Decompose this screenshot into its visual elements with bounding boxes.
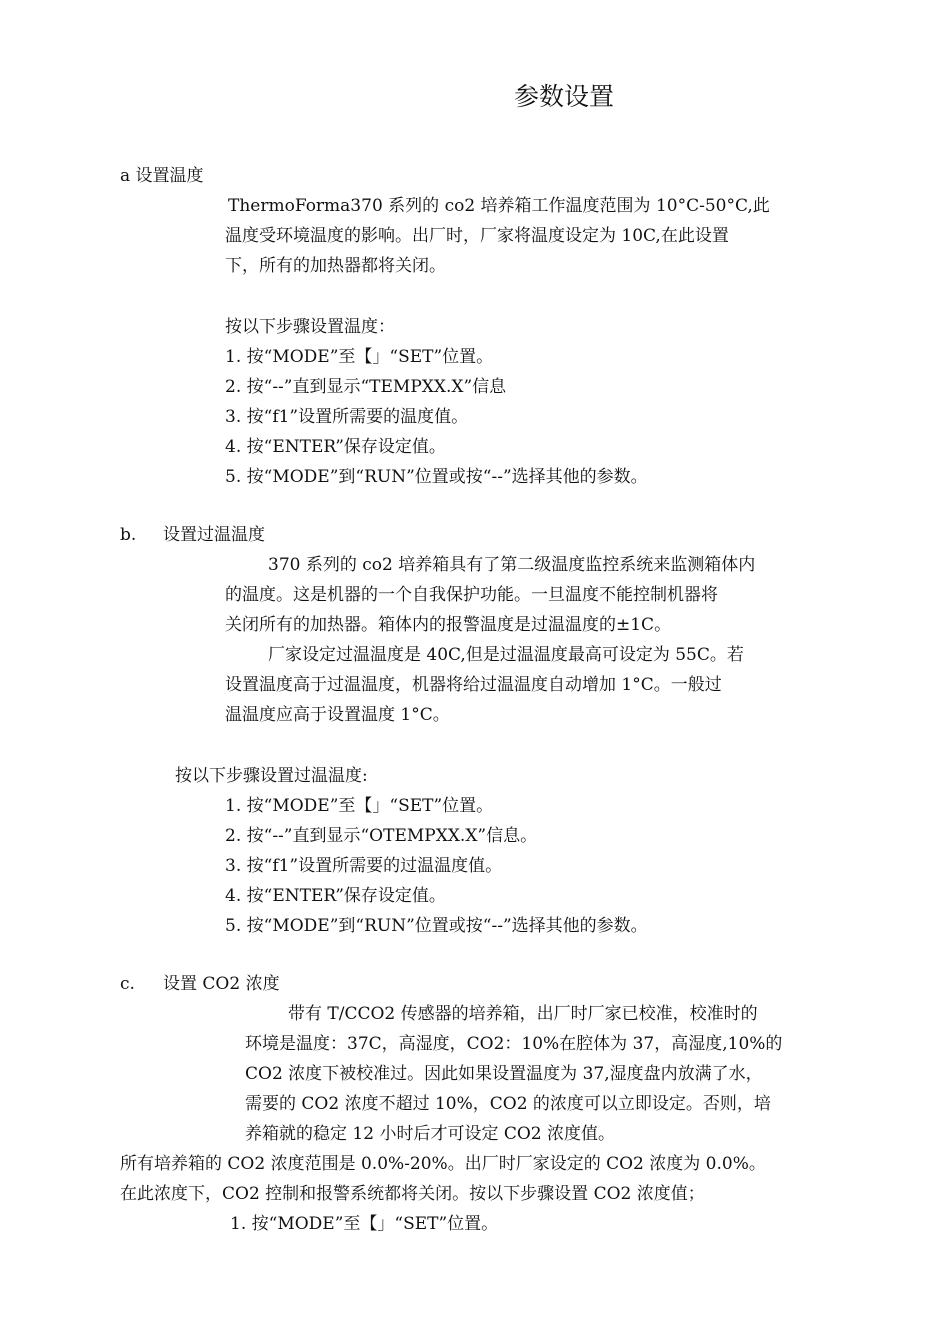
section-b-step: 2. 按“--”直到显示“OTEMPXX.X”信息。 [225,826,538,846]
section-c-full-line: 在此浓度下，CO2 控制和报警系统都将关闭。按以下步骤设置 CO2 浓度值； [120,1184,705,1204]
section-c-para-line: 带有 T/CCO2 传感器的培养箱，出厂时厂家已校准，校准时的 [288,1004,758,1024]
section-c-para-line: 养箱就的稳定 12 小时后才可设定 CO2 浓度值。 [245,1124,616,1144]
section-b-para-line: 关闭所有的加热器。箱体内的报警温度是过温温度的±1C。 [225,615,672,635]
section-c-para-line: 需要的 CO2 浓度不超过 10%，CO2 的浓度可以立即设定。否则，培 [245,1094,771,1114]
section-b-heading: 设置过温温度 [163,525,265,545]
section-a-step: 3. 按“f1”设置所需要的温度值。 [225,407,469,427]
section-b-step: 1. 按“MODE”至【」“SET”位置。 [225,796,494,816]
section-b-para-line: 的温度。这是机器的一个自我保护功能。一旦温度不能控制机器将 [225,585,718,605]
section-a-step: 2. 按“--”直到显示“TEMPXX.X”信息 [225,377,507,397]
section-a-steps-intro: 按以下步骤设置温度： [225,317,395,337]
section-b-step: 3. 按“f1”设置所需要的过温温度值。 [225,856,503,876]
section-c-para-line: CO2 浓度下被校准过。因此如果设置温度为 37,湿度盘内放满了水， [245,1064,763,1084]
section-c-para-line: 环境是温度：37C，高湿度，CO2：10%在腔体为 37，高湿度,10%的 [245,1034,783,1054]
section-b-para-line: 设置温度高于过温温度，机器将给过温温度自动增加 1°C。一般过 [225,675,722,695]
section-c-full-line: 所有培养箱的 CO2 浓度范围是 0.0%-20%。出厂时厂家设定的 CO2 浓度为 0.0%。 [120,1154,766,1174]
section-a-para-line: 下，所有的加热器都将关闭。 [225,256,446,276]
section-b-steps-intro: 按以下步骤设置过温温度: [175,766,368,786]
section-b-step: 4. 按“ENTER”保存设定值。 [225,886,446,906]
section-a-step: 5. 按“MODE”到“RUN”位置或按“--”选择其他的参数。 [225,467,648,487]
section-b-label: b. [120,525,137,545]
section-a-step: 4. 按“ENTER”保存设定值。 [225,437,446,457]
section-a-para-line: ThermoForma370 系列的 co2 培养箱工作温度范围为 10°C-50°C,此 [228,196,770,216]
section-b-para-line: 温温度应高于设置温度 1°C。 [225,705,450,725]
page-title: 参数设置 [514,82,615,111]
section-a-para-line: 温度受环境温度的影响。出厂时，厂家将温度设定为 10C,在此设置 [225,226,729,246]
section-c-heading: 设置 CO2 浓度 [163,974,280,994]
section-b-para-line: 厂家设定过温温度是 40C,但是过温温度最高可设定为 55C。若 [268,645,744,665]
section-b-step: 5. 按“MODE”到“RUN”位置或按“--”选择其他的参数。 [225,916,648,936]
section-c-step: 1. 按“MODE”至【」“SET”位置。 [230,1214,499,1234]
section-c-label: c. [120,974,135,994]
section-a-step: 1. 按“MODE”至【」“SET”位置。 [225,347,494,367]
section-a-heading: a 设置温度 [120,166,204,186]
section-b-para-line: 370 系列的 co2 培养箱具有了第二级温度监控系统来监测箱体内 [268,555,756,575]
